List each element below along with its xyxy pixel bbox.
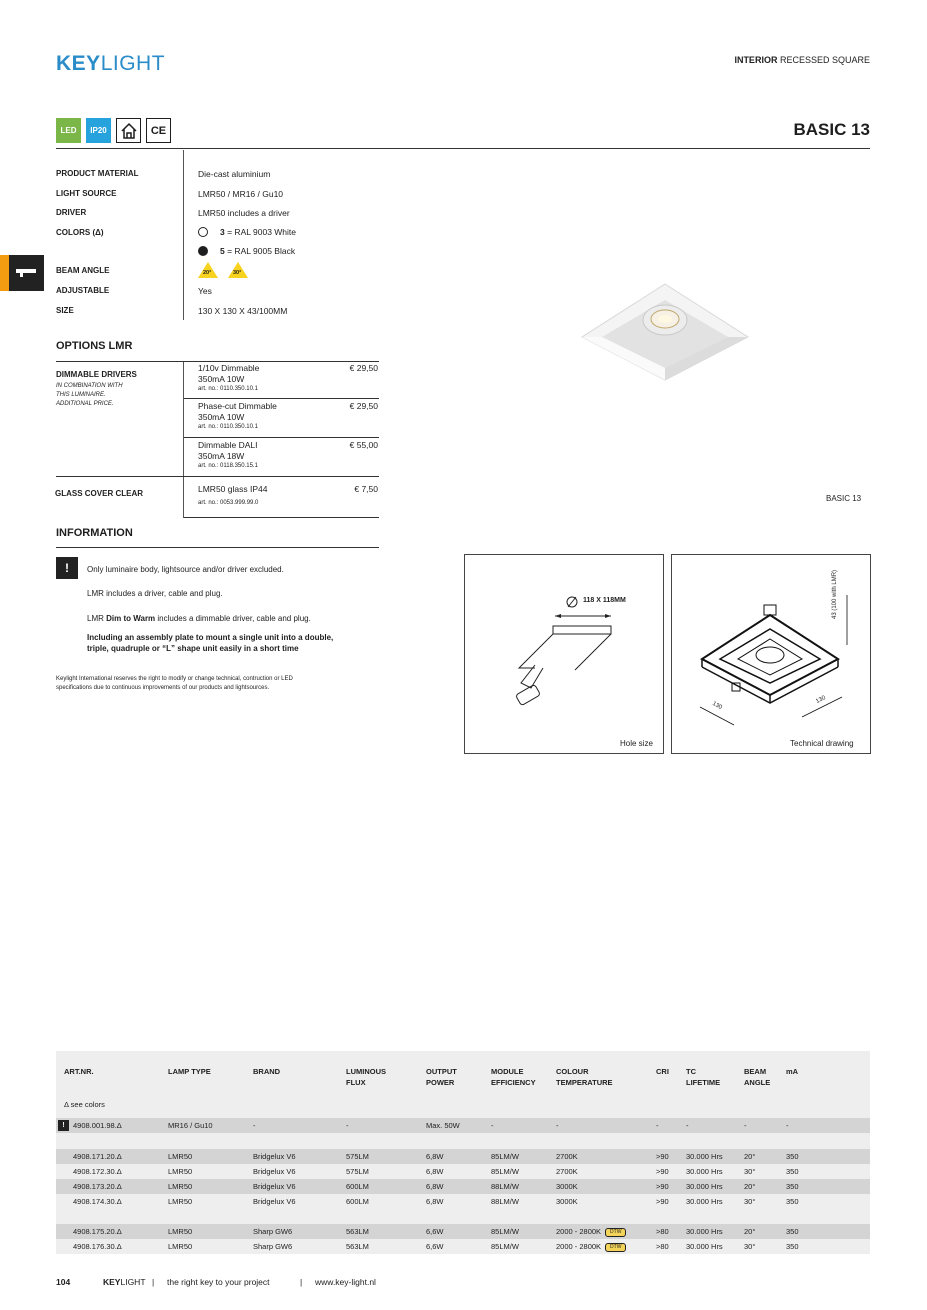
- cell-temperature: 2700K: [556, 1152, 578, 1161]
- cell-art: 4908.173.20.Δ: [73, 1182, 122, 1191]
- option-name: Phase-cut Dimmable: [198, 401, 277, 411]
- option-label: DIMMABLE DRIVERS: [56, 370, 137, 379]
- spec-value: 3 = RAL 9003 White: [220, 227, 297, 237]
- spec-label: PRODUCT MATERIAL: [56, 169, 139, 178]
- cell-ma: 350: [786, 1197, 799, 1206]
- brand-logo: KEYLIGHT: [56, 52, 166, 75]
- cell-temperature: 2000 - 2800K DTW: [556, 1227, 626, 1237]
- cell-art: 4908.176.30.Δ: [73, 1242, 122, 1251]
- product-image: [580, 282, 750, 382]
- cell-lamp: LMR50: [168, 1182, 193, 1191]
- cell-temperature: 3000K: [556, 1182, 578, 1191]
- hole-size-drawing: [464, 554, 664, 754]
- product-title: BASIC 13: [793, 120, 870, 139]
- column-header: LAMP TYPE: [168, 1067, 211, 1076]
- house-icon: [116, 118, 141, 143]
- option-art-number: art. no.: 0053.999.99.0: [198, 500, 259, 506]
- cell-flux: 563LM: [346, 1242, 369, 1251]
- cell-power: 6,8W: [426, 1182, 444, 1191]
- warning-icon: !: [56, 557, 78, 579]
- option-name: LMR50 glass IP44: [198, 484, 268, 494]
- footer-tagline: the right key to your project: [167, 1277, 270, 1287]
- column-header: CRI: [656, 1067, 669, 1076]
- spec-label: COLORS (Δ): [56, 228, 104, 237]
- table-spacer: [56, 1209, 870, 1224]
- see-colors-note: Δ see colors: [64, 1100, 105, 1109]
- cell-lifetime: -: [686, 1121, 689, 1130]
- table-row: [56, 1224, 870, 1239]
- cell-lifetime: 30.000 Hrs: [686, 1227, 723, 1236]
- table-spacer: [56, 1134, 870, 1149]
- width-dimension: 130: [711, 701, 723, 711]
- table-row: [56, 1149, 870, 1164]
- cell-beam: 30°: [744, 1242, 756, 1251]
- column-header: ART.NR.: [64, 1067, 94, 1076]
- cell-ma: -: [786, 1121, 789, 1130]
- cell-cri: >80: [656, 1227, 669, 1236]
- option-price: € 29,50: [349, 401, 378, 411]
- cell-power: 6,6W: [426, 1242, 444, 1251]
- disclaimer: Keylight International reserves the right to modify or change technical, contruction or LED: [56, 676, 293, 682]
- option-spec: 350mA 18W: [198, 451, 245, 461]
- column-header: BEAM ANGLE: [744, 1067, 771, 1087]
- divider: [183, 150, 184, 320]
- cell-flux: 575LM: [346, 1167, 369, 1176]
- category-label: INTERIOR RECESSED SQUARE: [734, 55, 870, 65]
- cell-lifetime: 30.000 Hrs: [686, 1167, 723, 1176]
- cell-flux: 563LM: [346, 1227, 369, 1236]
- cell-lifetime: 30.000 Hrs: [686, 1197, 723, 1206]
- information-heading: INFORMATION: [56, 527, 133, 539]
- cell-ma: 350: [786, 1152, 799, 1161]
- cell-ma: 350: [786, 1227, 799, 1236]
- info-text: LMR includes a driver, cable and plug.: [87, 589, 223, 598]
- info-text: LMR Dim to Warm includes a dimmable driver, cable and plug.: [87, 614, 311, 623]
- footer-url[interactable]: www.key-light.nl: [315, 1277, 376, 1287]
- cell-lamp: MR16 / Gu10: [168, 1121, 213, 1130]
- technical-drawing-caption: Technical drawing: [790, 739, 854, 748]
- cell-brand: -: [253, 1121, 256, 1130]
- cell-flux: 600LM: [346, 1182, 369, 1191]
- footer-separator: |: [300, 1277, 303, 1287]
- cell-brand: Bridgelux V6: [253, 1152, 296, 1161]
- option-spec: 350mA 10W: [198, 374, 245, 384]
- info-text: Including an assembly plate to mount a single unit into a double,: [87, 633, 334, 642]
- cell-art: 4908.175.20.Δ: [73, 1227, 122, 1236]
- cell-ma: 350: [786, 1167, 799, 1176]
- dtw-badge: DTW: [605, 1243, 626, 1252]
- divider: [184, 437, 379, 438]
- height-dimension: 43 (100 with LMR): [832, 569, 838, 619]
- hole-dimension: 118 X 118MM: [583, 597, 626, 604]
- cell-efficiency: 85LM/W: [491, 1167, 519, 1176]
- divider: [184, 517, 379, 518]
- cell-lamp: LMR50: [168, 1167, 193, 1176]
- dtw-badge: DTW: [605, 1228, 626, 1237]
- cell-brand: Sharp GW6: [253, 1227, 293, 1236]
- spec-value: LMR50 includes a driver: [198, 208, 290, 218]
- option-art-number: art. no.: 0118.350.15.1: [198, 463, 258, 469]
- cell-beam: 30°: [744, 1197, 756, 1206]
- cell-brand: Bridgelux V6: [253, 1182, 296, 1191]
- option-art-number: art. no.: 0110.350.10.1: [198, 386, 258, 392]
- cell-power: Max. 50W: [426, 1121, 460, 1130]
- cell-flux: 600LM: [346, 1197, 369, 1206]
- beam-angle-label: 30°: [233, 270, 242, 276]
- cell-brand: Bridgelux V6: [253, 1197, 296, 1206]
- cell-lamp: LMR50: [168, 1152, 193, 1161]
- cell-cri: >90: [656, 1197, 669, 1206]
- option-note: ADDITIONAL PRICE.: [56, 401, 114, 407]
- beam-angle-label: 20°: [203, 270, 212, 276]
- options-heading: OPTIONS LMR: [56, 340, 133, 352]
- cell-cri: -: [656, 1121, 659, 1130]
- option-note: THIS LUMINAIRE.: [56, 392, 106, 398]
- spec-value: LMR50 / MR16 / Gu10: [198, 189, 284, 199]
- cell-lamp: LMR50: [168, 1242, 193, 1251]
- cell-efficiency: 88LM/W: [491, 1182, 519, 1191]
- column-header: MODULE EFFICIENCY: [491, 1067, 536, 1087]
- white-color-swatch: [198, 227, 208, 237]
- spec-value: 5 = RAL 9005 Black: [220, 246, 296, 256]
- cell-ma: 350: [786, 1242, 799, 1251]
- cell-lamp: LMR50: [168, 1197, 193, 1206]
- cell-efficiency: 85LM/W: [491, 1242, 519, 1251]
- cell-cri: >90: [656, 1152, 669, 1161]
- cell-art: 4908.174.30.Δ: [73, 1197, 122, 1206]
- hole-size-caption: Hole size: [620, 739, 653, 748]
- info-text: Only luminaire body, lightsource and/or driver excluded.: [87, 565, 284, 574]
- cell-lamp: LMR50: [168, 1227, 193, 1236]
- cell-beam: 20°: [744, 1227, 756, 1236]
- footer-separator: |: [152, 1277, 155, 1287]
- cell-power: 6,6W: [426, 1227, 444, 1236]
- option-label: GLASS COVER CLEAR: [55, 489, 144, 498]
- spec-label: ADJUSTABLE: [56, 286, 110, 295]
- cell-flux: 575LM: [346, 1152, 369, 1161]
- divider: [56, 148, 870, 149]
- option-name: 1/10v Dimmable: [198, 363, 260, 373]
- page-number: 104: [56, 1277, 71, 1287]
- cell-lifetime: 30.000 Hrs: [686, 1242, 723, 1251]
- cell-cri: >80: [656, 1242, 669, 1251]
- option-art-number: art. no.: 0110.350.10.1: [198, 424, 258, 430]
- column-header: BRAND: [253, 1067, 281, 1076]
- column-header: TC LIFETIME: [686, 1067, 721, 1087]
- cell-temperature: 3000K: [556, 1197, 578, 1206]
- cell-cri: >90: [656, 1167, 669, 1176]
- spec-value: 130 X 130 X 43/100MM: [198, 306, 288, 316]
- spec-label: LIGHT SOURCE: [56, 189, 117, 198]
- column-header: OUTPUT POWER: [426, 1067, 457, 1087]
- cell-cri: >90: [656, 1182, 669, 1191]
- cell-efficiency: 85LM/W: [491, 1227, 519, 1236]
- product-caption: BASIC 13: [826, 494, 862, 503]
- depth-dimension: 130: [815, 695, 827, 705]
- disclaimer: specifications due to continuous improvements of our products and lightsources.: [56, 685, 270, 691]
- column-header: COLOUR TEMPERATURE: [556, 1067, 613, 1087]
- option-price: € 55,00: [349, 440, 378, 450]
- cell-efficiency: 88LM/W: [491, 1197, 519, 1206]
- led-badge: LED: [56, 118, 81, 143]
- table-row: [56, 1118, 870, 1133]
- column-header: mA: [786, 1067, 799, 1076]
- cell-art: 4908.001.98.Δ: [73, 1121, 122, 1130]
- cell-temperature: 2700K: [556, 1167, 578, 1176]
- cell-power: 6,8W: [426, 1152, 444, 1161]
- table-row: [56, 1164, 870, 1179]
- option-spec: 350mA 10W: [198, 412, 245, 422]
- table-row: [56, 1179, 870, 1194]
- divider: [56, 361, 379, 362]
- spec-label: DRIVER: [56, 208, 87, 217]
- option-price: € 29,50: [349, 363, 378, 373]
- black-color-swatch: [198, 246, 208, 256]
- cell-brand: Bridgelux V6: [253, 1167, 296, 1176]
- footer-brand: KEYLIGHT: [103, 1277, 146, 1287]
- warning-icon: !: [58, 1120, 69, 1131]
- cell-efficiency: 85LM/W: [491, 1152, 519, 1161]
- cell-beam: 20°: [744, 1152, 756, 1161]
- spec-value: Die-cast aluminium: [198, 169, 271, 179]
- cell-beam: -: [744, 1121, 747, 1130]
- table-row: [56, 1239, 870, 1254]
- technical-drawing: [671, 554, 871, 754]
- cell-power: 6,8W: [426, 1167, 444, 1176]
- cell-brand: Sharp GW6: [253, 1242, 293, 1251]
- cell-beam: 30°: [744, 1167, 756, 1176]
- cell-temperature: -: [556, 1121, 559, 1130]
- cell-lifetime: 30.000 Hrs: [686, 1152, 723, 1161]
- cell-ma: 350: [786, 1182, 799, 1191]
- ip20-badge: IP20: [86, 118, 111, 143]
- cell-temperature: 2000 - 2800K DTW: [556, 1242, 626, 1252]
- option-price: € 7,50: [354, 484, 378, 494]
- spec-label: BEAM ANGLE: [56, 266, 110, 275]
- info-text: triple, quadruple or “L” shape unit easily in a short time: [87, 644, 299, 653]
- cell-art: 4908.172.30.Δ: [73, 1167, 122, 1176]
- cell-art: 4908.171.20.Δ: [73, 1152, 122, 1161]
- spec-value: Yes: [198, 286, 212, 296]
- cell-power: 6,8W: [426, 1197, 444, 1206]
- option-name: Dimmable DALI: [198, 440, 258, 450]
- option-note: IN COMBINATION WITH: [56, 383, 123, 389]
- divider: [56, 547, 379, 548]
- divider: [184, 398, 379, 399]
- table-row: [56, 1194, 870, 1209]
- column-header: LUMINOUS FLUX: [346, 1067, 386, 1087]
- ce-mark-icon: CE: [146, 118, 171, 143]
- cell-flux: -: [346, 1121, 349, 1130]
- cell-lifetime: 30.000 Hrs: [686, 1182, 723, 1191]
- section-tab: [0, 255, 44, 291]
- spec-label: SIZE: [56, 306, 74, 315]
- divider: [183, 362, 184, 518]
- cell-efficiency: -: [491, 1121, 494, 1130]
- cell-beam: 20°: [744, 1182, 756, 1191]
- divider: [56, 476, 379, 477]
